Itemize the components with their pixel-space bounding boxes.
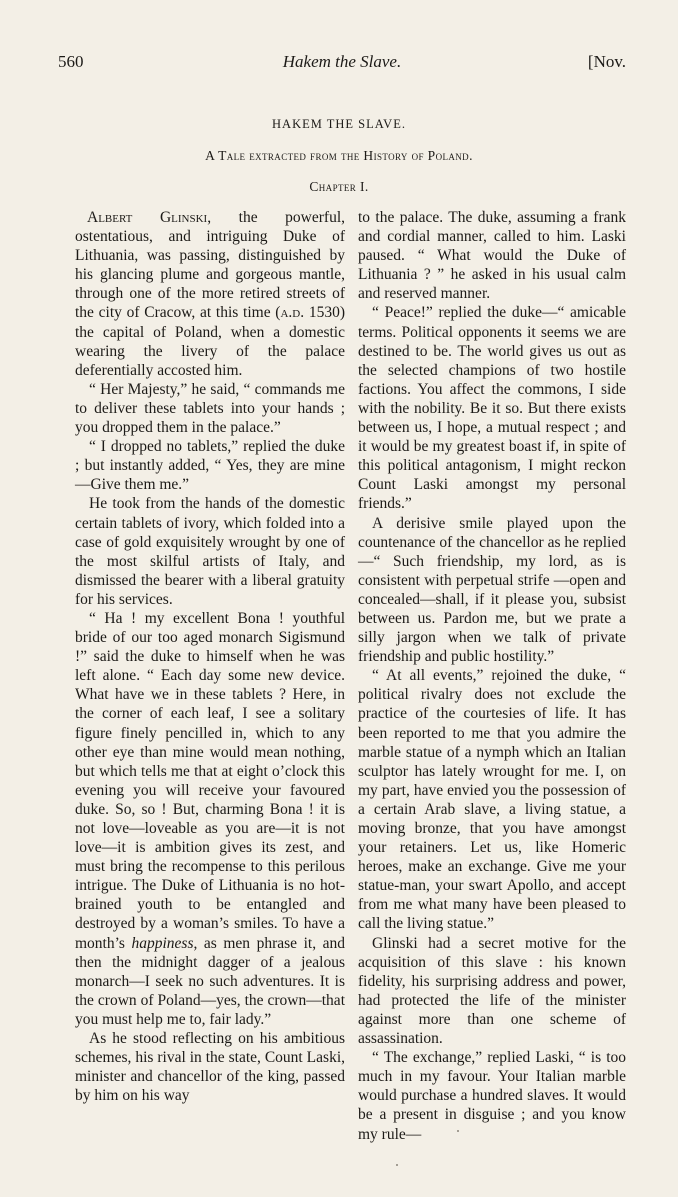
paragraph-text: “ Ha ! my excellent Bona ! youthful bride of our too aged monarch Sigismund !” said the duke to himself when he was left alone. “ Each day some new device. What have we in these tablets ? Here, in the corner of each leaf, I see a solitary figure finely pencilled in, which to any other eye than mine would mean nothing, but which tells me that at eight o’clock this evening you will receive your favoured duke. So, so ! But, charming Bona ! it is not love—loveable as you are—it is not love—it is ambition gives its zest, and must bring the recompense to this perilous intrigue. The Duke of Lithuania is no hot-brained youth to be entangled and destroyed by a woman’s smiles. To have a month’s xyxy=(75,609,345,952)
paragraph-text: the powerful, ostentatious, and intriguing Duke of Lithuania, was passing, distinguished by his glancing plume and gorgeous mantle, through one of the more retired streets of the city of Cracow, at this time ( xyxy=(75,209,346,322)
right-column xyxy=(358,208,626,1144)
running-head xyxy=(58,52,626,76)
article-title: HAKEM THE SLAVE. xyxy=(272,117,406,131)
paragraph: “ Her Majesty,” he said, “ commands me to deliver these tablets into your hands ; you dropped them in the palace.” xyxy=(75,380,345,437)
paragraph xyxy=(75,609,345,1029)
era-abbreviation: a.d. xyxy=(280,304,305,322)
paragraph: As he stood reflecting on his ambitious schemes, his rival in the state, Count Laski, minister and chancellor of the king, passed by him on his way xyxy=(75,1030,345,1105)
page-number: 560 xyxy=(58,52,84,71)
article-subtitle: A Tale extracted from the History of Poland. xyxy=(205,148,473,163)
paragraph: to the palace. The duke, assuming a frank and cordial manner, called to him. Laski paused. “ What would the Duke of Lithuania ? ” he asked in his usual calm and reserved manner. xyxy=(358,209,626,303)
emphasis: happiness xyxy=(131,934,194,952)
paper-speck xyxy=(457,1130,459,1132)
running-month: [Nov. xyxy=(587,52,626,71)
chapter-heading: Chapter I. xyxy=(309,179,369,194)
paragraph: “ The exchange,” replied Laski, “ is too much in my favour. Your Italian marble would purchase a hundred slaves. It would be a present in disguise ; and you know my rule— xyxy=(358,1049,626,1143)
paragraph: “ Peace!” replied the duke—“ amicable terms. Political opponents it seems we are destined to be. The world gives us out as the selected champions of two hostile factions. You affect the commons, I side with the nobility. Be it so. But there exists between us, I hope, a mutual respect ; and it would be my greatest boast if, in spite of this political antagonism, I might reckon Count Laski amongst my personal friends.” xyxy=(358,304,626,513)
paragraph-text: , as men phrase it, and then the midnight dagger of a jealous monarch—I seek no such adventures. It is the crown of Poland—yes, the crown—that you must help me to, fair lady.” xyxy=(75,934,346,1028)
paragraph xyxy=(75,208,345,380)
paragraph: A derisive smile played upon the countenance of the chancellor as he replied—“ Such friendship, my lord, as is consistent with perpetual strife —open and concealed—shall, if it please you, subsist between us. Pardon me, but we prate a silly jargon when we talk of private friendship and public hostility.” xyxy=(358,514,626,666)
paragraph-text: 1530) the capital of Poland, when a domestic wearing the livery of the palace deferentially accosted him. xyxy=(75,304,346,379)
paragraph: “ I dropped no tablets,” replied the duke ; but instantly added, “ Yes, they are mine—Give them me.” xyxy=(75,438,345,494)
left-column xyxy=(75,208,345,1105)
paragraph: He took from the hands of the domestic certain tablets of ivory, which folded into a case of gold exquisitely wrought by one of the most skilful artists of Italy, and dismissed the bearer with a liberal gratuity for his services. xyxy=(75,495,345,608)
paper-speck xyxy=(396,1164,398,1166)
paragraph: “ At all events,” rejoined the duke, “ political rivalry does not exclude the practice of the courtesies of life. It has been reported to me that you admire the marble statue of a nymph which an Italian sculptor has lately wrought for me. I, on my part, have envied you the possession of a certain Arab slave, a living statue, a moving bronze, that you have amongst your retainers. Let us, like Homeric heroes, make an exchange. Give me your statue-man, your swart Apollo, and accept from me what many have been pleased to call the living statue.” xyxy=(358,667,626,933)
paragraph: Glinski had a secret motive for the acquisition of this slave : his known fidelity, his surprising address and power, had protected the life of the minister against more than one scheme of assassination. xyxy=(358,934,626,1048)
opening-name: Albert Glinski, xyxy=(87,209,212,226)
running-title: Hakem the Slave. xyxy=(282,52,402,71)
